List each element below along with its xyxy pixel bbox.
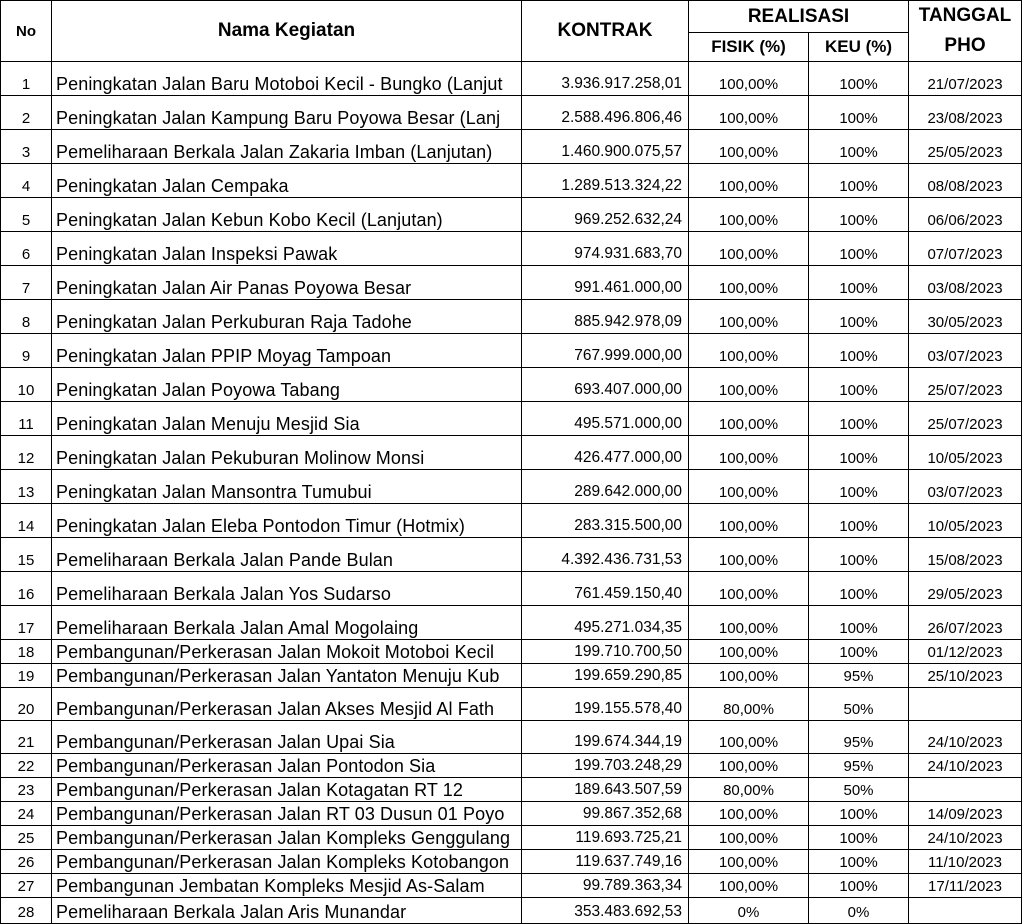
row-keu: 100%	[809, 470, 909, 504]
table-row	[1, 232, 1022, 266]
row-kontrak: 2.588.496.806,46	[522, 96, 689, 130]
row-kontrak: 991.461.000,00	[522, 266, 689, 300]
row-nama-kegiatan: Peningkatan Jalan PPIP Moyag Tampoan	[52, 334, 522, 368]
row-fisik: 100,00%	[689, 664, 809, 688]
row-no: 3	[1, 130, 52, 164]
row-tanggal-pho: 03/07/2023	[909, 334, 1022, 368]
row-fisik: 100,00%	[689, 164, 809, 198]
row-keu: 95%	[809, 664, 909, 688]
row-nama-kegiatan: Pembangunan/Perkerasan Jalan Akses Mesjid Al Fath	[52, 688, 522, 721]
row-keu: 100%	[809, 402, 909, 436]
row-no: 15	[1, 538, 52, 572]
row-no: 18	[1, 640, 52, 664]
row-tanggal-pho: 24/10/2023	[909, 721, 1022, 754]
row-kontrak: 495.271.034,35	[522, 606, 689, 640]
table-row	[1, 802, 1022, 826]
row-keu: 100%	[809, 826, 909, 850]
row-no: 4	[1, 164, 52, 198]
row-fisik: 100,00%	[689, 402, 809, 436]
row-keu: 100%	[809, 850, 909, 874]
row-tanggal-pho	[909, 688, 1022, 721]
row-keu: 100%	[809, 62, 909, 96]
row-kontrak: 283.315.500,00	[522, 504, 689, 538]
row-tanggal-pho: 24/10/2023	[909, 826, 1022, 850]
row-fisik: 100,00%	[689, 266, 809, 300]
table-row	[1, 368, 1022, 402]
row-keu: 100%	[809, 802, 909, 826]
row-fisik: 100,00%	[689, 874, 809, 898]
table-row	[1, 198, 1022, 232]
row-keu: 95%	[809, 721, 909, 754]
row-tanggal-pho	[909, 898, 1022, 924]
row-tanggal-pho: 11/10/2023	[909, 850, 1022, 874]
row-tanggal-pho: 21/07/2023	[909, 62, 1022, 96]
row-nama-kegiatan: Pembangunan/Perkerasan Jalan Upai Sia	[52, 721, 522, 754]
row-keu: 100%	[809, 504, 909, 538]
row-tanggal-pho: 26/07/2023	[909, 606, 1022, 640]
row-keu: 50%	[809, 778, 909, 802]
header-fisik: FISIK (%)	[689, 33, 809, 62]
row-no: 21	[1, 721, 52, 754]
row-fisik: 100,00%	[689, 470, 809, 504]
header-keu: KEU (%)	[809, 33, 909, 62]
table-body	[1, 62, 1022, 924]
row-tanggal-pho: 06/06/2023	[909, 198, 1022, 232]
row-fisik: 100,00%	[689, 436, 809, 470]
row-fisik: 100,00%	[689, 802, 809, 826]
row-tanggal-pho: 03/08/2023	[909, 266, 1022, 300]
row-kontrak: 199.710.700,50	[522, 640, 689, 664]
table-row	[1, 664, 1022, 688]
row-tanggal-pho: 30/05/2023	[909, 300, 1022, 334]
table-row	[1, 470, 1022, 504]
row-nama-kegiatan: Pembangunan/Perkerasan Jalan Kompleks Kotobangon	[52, 850, 522, 874]
row-tanggal-pho: 08/08/2023	[909, 164, 1022, 198]
table-row	[1, 898, 1022, 924]
row-tanggal-pho: 17/11/2023	[909, 874, 1022, 898]
table-row	[1, 130, 1022, 164]
row-kontrak: 426.477.000,00	[522, 436, 689, 470]
row-keu: 100%	[809, 164, 909, 198]
row-tanggal-pho: 29/05/2023	[909, 572, 1022, 606]
table-row	[1, 778, 1022, 802]
row-fisik: 100,00%	[689, 198, 809, 232]
row-fisik: 80,00%	[689, 778, 809, 802]
row-kontrak: 1.289.513.324,22	[522, 164, 689, 198]
row-kontrak: 289.642.000,00	[522, 470, 689, 504]
row-keu: 100%	[809, 334, 909, 368]
header-tanggal-pho-text: TANGGAL PHO	[918, 5, 1012, 56]
row-kontrak: 199.659.290,85	[522, 664, 689, 688]
table-row	[1, 62, 1022, 96]
row-no: 22	[1, 754, 52, 778]
row-tanggal-pho	[909, 778, 1022, 802]
row-fisik: 100,00%	[689, 850, 809, 874]
row-no: 11	[1, 402, 52, 436]
row-no: 17	[1, 606, 52, 640]
row-nama-kegiatan: Pembangunan/Perkerasan Jalan Mokoit Motoboi Kecil	[52, 640, 522, 664]
table-row	[1, 164, 1022, 198]
row-keu: 100%	[809, 130, 909, 164]
row-no: 5	[1, 198, 52, 232]
row-kontrak: 495.571.000,00	[522, 402, 689, 436]
row-fisik: 100,00%	[689, 130, 809, 164]
row-nama-kegiatan: Peningkatan Jalan Poyowa Tabang	[52, 368, 522, 402]
row-kontrak: 199.703.248,29	[522, 754, 689, 778]
row-fisik: 100,00%	[689, 572, 809, 606]
row-fisik: 100,00%	[689, 606, 809, 640]
row-nama-kegiatan: Pembangunan/Perkerasan Jalan Pontodon Sia	[52, 754, 522, 778]
row-kontrak: 969.252.632,24	[522, 198, 689, 232]
row-keu: 100%	[809, 538, 909, 572]
row-fisik: 100,00%	[689, 538, 809, 572]
row-no: 13	[1, 470, 52, 504]
row-nama-kegiatan: Pemeliharaan Berkala Jalan Zakaria Imban (Lanjutan)	[52, 130, 522, 164]
table-row	[1, 402, 1022, 436]
table-row	[1, 850, 1022, 874]
row-nama-kegiatan: Peningkatan Jalan Air Panas Poyowa Besar	[52, 266, 522, 300]
table-row	[1, 334, 1022, 368]
row-no: 7	[1, 266, 52, 300]
table-row	[1, 721, 1022, 754]
row-nama-kegiatan: Peningkatan Jalan Eleba Pontodon Timur (Hotmix)	[52, 504, 522, 538]
row-nama-kegiatan: Pemeliharaan Berkala Jalan Aris Munandar	[52, 898, 522, 924]
row-kontrak: 119.693.725,21	[522, 826, 689, 850]
row-nama-kegiatan: Peningkatan Jalan Mansontra Tumubui	[52, 470, 522, 504]
table-row	[1, 300, 1022, 334]
row-fisik: 100,00%	[689, 232, 809, 266]
row-keu: 50%	[809, 688, 909, 721]
row-fisik: 100,00%	[689, 334, 809, 368]
row-no: 14	[1, 504, 52, 538]
row-fisik: 100,00%	[689, 826, 809, 850]
row-tanggal-pho: 10/05/2023	[909, 504, 1022, 538]
row-fisik: 100,00%	[689, 504, 809, 538]
row-no: 24	[1, 802, 52, 826]
row-keu: 95%	[809, 754, 909, 778]
row-fisik: 100,00%	[689, 300, 809, 334]
row-fisik: 100,00%	[689, 721, 809, 754]
row-fisik: 100,00%	[689, 368, 809, 402]
row-keu: 100%	[809, 368, 909, 402]
row-tanggal-pho: 24/10/2023	[909, 754, 1022, 778]
row-nama-kegiatan: Peningkatan Jalan Pekuburan Molinow Monsi	[52, 436, 522, 470]
row-kontrak: 4.392.436.731,53	[522, 538, 689, 572]
header-realisasi: REALISASI	[689, 1, 909, 33]
row-no: 16	[1, 572, 52, 606]
row-kontrak: 199.155.578,40	[522, 688, 689, 721]
table-row	[1, 436, 1022, 470]
row-no: 23	[1, 778, 52, 802]
row-keu: 100%	[809, 198, 909, 232]
row-nama-kegiatan: Peningkatan Jalan Kebun Kobo Kecil (Lanjutan)	[52, 198, 522, 232]
row-fisik: 100,00%	[689, 640, 809, 664]
row-tanggal-pho: 10/05/2023	[909, 436, 1022, 470]
table-row	[1, 606, 1022, 640]
row-kontrak: 767.999.000,00	[522, 334, 689, 368]
row-no: 1	[1, 62, 52, 96]
row-nama-kegiatan: Peningkatan Jalan Menuju Mesjid Sia	[52, 402, 522, 436]
row-fisik: 100,00%	[689, 62, 809, 96]
table-row	[1, 538, 1022, 572]
row-tanggal-pho: 25/10/2023	[909, 664, 1022, 688]
row-keu: 100%	[809, 572, 909, 606]
table-row	[1, 266, 1022, 300]
row-keu: 0%	[809, 898, 909, 924]
row-kontrak: 353.483.692,53	[522, 898, 689, 924]
row-tanggal-pho: 07/07/2023	[909, 232, 1022, 266]
row-no: 20	[1, 688, 52, 721]
row-nama-kegiatan: Pembangunan/Perkerasan Jalan Kotagatan RT 12	[52, 778, 522, 802]
row-no: 27	[1, 874, 52, 898]
row-nama-kegiatan: Pembangunan/Perkerasan Jalan Kompleks Genggulang	[52, 826, 522, 850]
row-nama-kegiatan: Pembangunan/Perkerasan Jalan Yantaton Menuju Kub	[52, 664, 522, 688]
row-nama-kegiatan: Pemeliharaan Berkala Jalan Yos Sudarso	[52, 572, 522, 606]
table-row	[1, 826, 1022, 850]
row-tanggal-pho: 14/09/2023	[909, 802, 1022, 826]
row-kontrak: 974.931.683,70	[522, 232, 689, 266]
row-tanggal-pho: 23/08/2023	[909, 96, 1022, 130]
header-no: No	[1, 1, 52, 62]
table-row	[1, 504, 1022, 538]
table-row	[1, 640, 1022, 664]
row-keu: 100%	[809, 640, 909, 664]
row-no: 26	[1, 850, 52, 874]
table-row	[1, 96, 1022, 130]
row-kontrak: 1.460.900.075,57	[522, 130, 689, 164]
table-row	[1, 572, 1022, 606]
row-kontrak: 761.459.150,40	[522, 572, 689, 606]
row-keu: 100%	[809, 266, 909, 300]
row-nama-kegiatan: Peningkatan Jalan Baru Motoboi Kecil - Bungko (Lanjut	[52, 62, 522, 96]
row-fisik: 100,00%	[689, 96, 809, 130]
row-kontrak: 189.643.507,59	[522, 778, 689, 802]
table-row	[1, 754, 1022, 778]
row-nama-kegiatan: Peningkatan Jalan Perkuburan Raja Tadohe	[52, 300, 522, 334]
row-keu: 100%	[809, 300, 909, 334]
row-nama-kegiatan: Peningkatan Jalan Kampung Baru Poyowa Besar (Lanj	[52, 96, 522, 130]
row-keu: 100%	[809, 874, 909, 898]
row-tanggal-pho: 15/08/2023	[909, 538, 1022, 572]
header-kontrak: KONTRAK	[522, 1, 689, 62]
row-no: 6	[1, 232, 52, 266]
row-tanggal-pho: 25/07/2023	[909, 402, 1022, 436]
row-keu: 100%	[809, 436, 909, 470]
row-kontrak: 885.942.978,09	[522, 300, 689, 334]
row-no: 28	[1, 898, 52, 924]
row-tanggal-pho: 03/07/2023	[909, 470, 1022, 504]
table-row	[1, 688, 1022, 721]
row-keu: 100%	[809, 606, 909, 640]
row-nama-kegiatan: Pemeliharaan Berkala Jalan Amal Mogolaing	[52, 606, 522, 640]
row-kontrak: 693.407.000,00	[522, 368, 689, 402]
header-tanggal-pho	[909, 1, 1022, 62]
row-no: 2	[1, 96, 52, 130]
row-no: 12	[1, 436, 52, 470]
row-kontrak: 3.936.917.258,01	[522, 62, 689, 96]
row-no: 19	[1, 664, 52, 688]
row-keu: 100%	[809, 232, 909, 266]
row-nama-kegiatan: Pembangunan/Perkerasan Jalan RT 03 Dusun 01 Poyo	[52, 802, 522, 826]
row-fisik: 80,00%	[689, 688, 809, 721]
row-nama-kegiatan: Peningkatan Jalan Inspeksi Pawak	[52, 232, 522, 266]
row-kontrak: 199.674.344,19	[522, 721, 689, 754]
row-nama-kegiatan: Pembangunan Jembatan Kompleks Mesjid As-Salam	[52, 874, 522, 898]
row-kontrak: 119.637.749,16	[522, 850, 689, 874]
row-no: 9	[1, 334, 52, 368]
table-row	[1, 874, 1022, 898]
row-tanggal-pho: 01/12/2023	[909, 640, 1022, 664]
row-fisik: 0%	[689, 898, 809, 924]
row-nama-kegiatan: Peningkatan Jalan Cempaka	[52, 164, 522, 198]
row-nama-kegiatan: Pemeliharaan Berkala Jalan Pande Bulan	[52, 538, 522, 572]
row-tanggal-pho: 25/07/2023	[909, 368, 1022, 402]
header-nama-kegiatan: Nama Kegiatan	[52, 1, 522, 62]
row-fisik: 100,00%	[689, 754, 809, 778]
row-no: 25	[1, 826, 52, 850]
row-kontrak: 99.789.363,34	[522, 874, 689, 898]
row-tanggal-pho: 25/05/2023	[909, 130, 1022, 164]
row-keu: 100%	[809, 96, 909, 130]
row-no: 8	[1, 300, 52, 334]
row-no: 10	[1, 368, 52, 402]
row-kontrak: 99.867.352,68	[522, 802, 689, 826]
